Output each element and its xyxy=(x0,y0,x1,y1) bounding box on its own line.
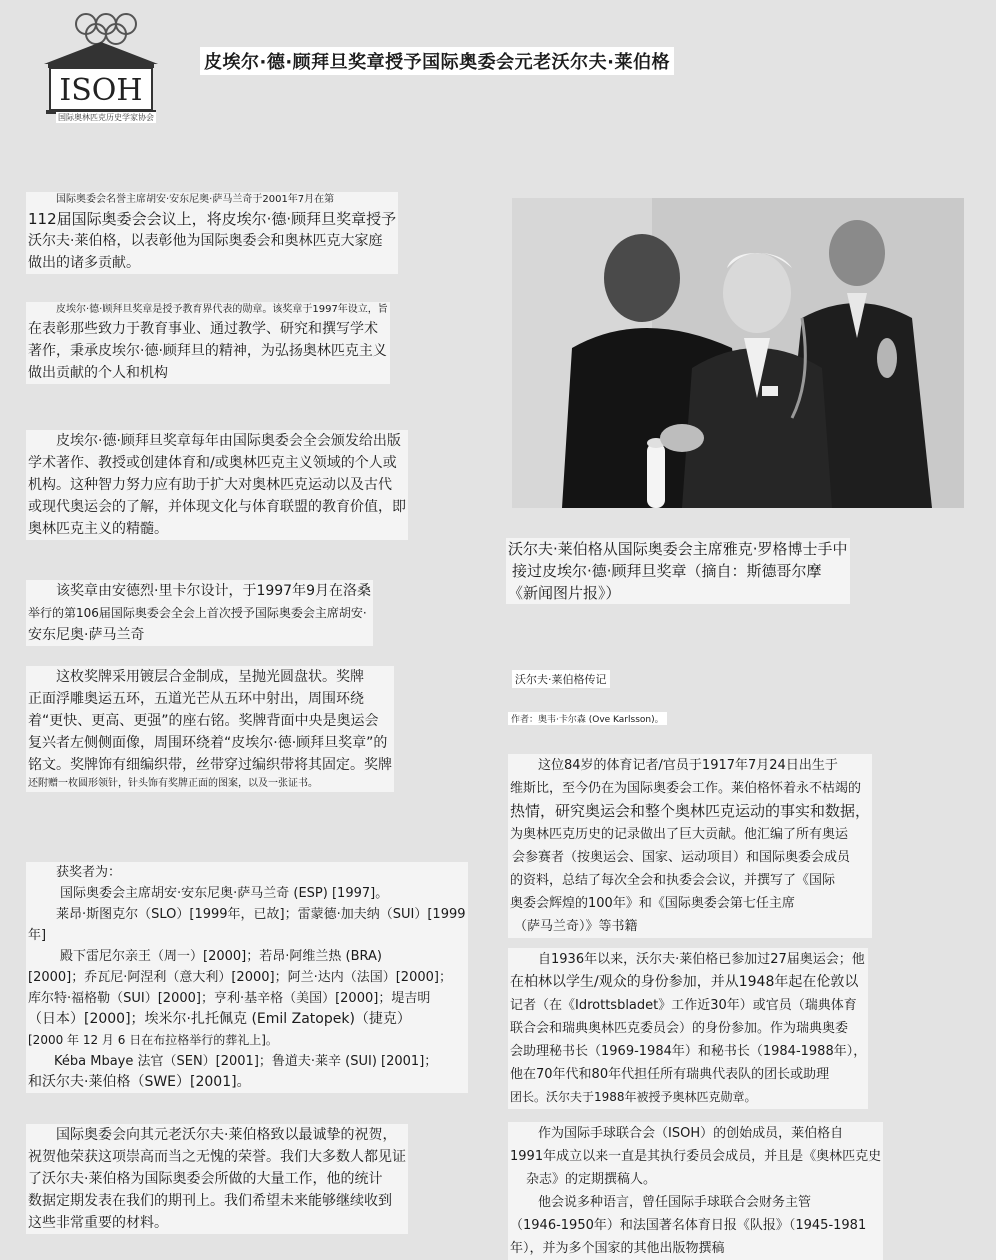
winners-list: 获奖者为： 国际奥委会主席胡安·安东尼奥·萨马兰奇 (ESP) [1997]。 莱昂·斯图克尔（SLO）[1999年，已故]；雷蒙德·加夫纳（SUI）[1999 年] 殿下雷尼尔亲王（周一）[2000]；若昂·阿维兰热 (BRA) [2000]；乔瓦尼·阿涅利（意大利）[2000]；阿兰·达内（法国）[2000]； 库尔特·福格勒（SUI）[2000]；亨利·基辛格（美国）[2000]；堤吉明 （日本）[2000]；埃米尔·扎托佩克 (Emil Zatopek)（捷克） [2000 年 12 月 6 日在布拉格举行的葬礼上]。 Kéba Mbaye 法官（SEN）[2001]；鲁道夫·莱辛 (SUI) [2001]； 和沃尔夫·莱伯格（SWE）[2001]。 xyxy=(26,862,468,1093)
paragraph-intro: 国际奥委会名誉主席胡安·安东尼奥·萨马兰奇于2001年7月在第 112届国际奥委会会议上，将皮埃尔·德·顾拜旦奖章授予 沃尔夫·莱伯格，以表彰他为国际奥委会和奥林匹克大家庭 做出的诸多贡献。 xyxy=(26,192,398,274)
biography-author: 作者：奥韦·卡尔森 (Ove Karlsson)。 xyxy=(508,712,667,725)
logo-text: ISOH xyxy=(59,73,143,108)
biography-paragraph-1: 这位84岁的体育记者/官员于1917年7月24日出生于 维斯比，至今仍在为国际奥委会工作。莱伯格怀着永不枯竭的 热情，研究奥运会和整个奥林匹克运动的事实和数据， 为奥林匹克历史的记录做出了巨大贡献。他汇编了所有奥运 会参赛者（按奥运会、国家、运动项目）和国际奥委会成员 的资料，总结了每次全会和执委会会议，并撰写了《国际 奥委会辉煌的100年》和《国际奥委会第七任主席 （萨马兰奇）》等书籍 xyxy=(508,754,872,938)
paragraph-award-annual: 皮埃尔·德·顾拜旦奖章每年由国际奥委会全会颁发给出版 学术著作、教授或创建体育和/或奥林匹克主义领域的个人或 机构。这种智力努力应有助于扩大对奥林匹克运动以及古代 或现代奥运会的了解，并体现文化与体育联盟的教育价值，即 奥林匹克主义的精髓。 xyxy=(26,430,408,540)
paragraph-design: 该奖章由安德烈·里卡尔设计，于1997年9月在洛桑 举行的第106届国际奥委会全会上首次授予国际奥委会主席胡安· 安东尼奥·萨马兰奇 xyxy=(26,580,373,646)
paragraph-medal-description: 这枚奖牌采用镀层合金制成，呈抛光圆盘状。奖牌 正面浮雕奥运五环，五道光芒从五环中射出，周围环绕 着“更快、更高、更强”的座右铭。奖牌背面中央是奥运会 复兴者左侧侧面像，周围环绕着“皮埃尔·德·顾拜旦奖章”的 铭文。奖牌饰有细编织带，丝带穿过编织带将其固定。奖牌 还附赠一枚圆形领针，针头饰有奖牌正面的图案，以及一张证书。 xyxy=(26,666,394,792)
photo-caption: 沃尔夫·莱伯格从国际奥委会主席雅克·罗格博士手中 接过皮埃尔·德·顾拜旦奖章（摘自：斯德哥尔摩 《新闻图片报》） xyxy=(508,540,848,602)
logo-caption: 国际奥林匹克历史学家协会 xyxy=(58,113,154,122)
paragraph-medal-purpose: 皮埃尔·德·顾拜旦奖章是授予教育界代表的勋章。该奖章于1997年设立，旨 在表彰那些致力于教育事业、通过教学、研究和撰写学术 著作，秉承皮埃尔·德·顾拜旦的精神，为弘扬奥林匹克主义 做出贡献的个人和机构 xyxy=(26,302,390,384)
biography-paragraph-3: 作为国际手球联合会（ISOH）的创始成员，莱伯格自 1991年成立以来一直是其执行委员会成员，并且是《奥林匹克史 杂志》的定期撰稿人。 他会说多种语言，曾任国际手球联合会财务主管 （1946-1950年）和法国著名体育日报《队报》（1945-1981 年），并为多个国家的其他出版物撰稿 xyxy=(508,1122,883,1260)
biography-paragraph-2: 自1936年以来，沃尔夫·莱伯格已参加过27届奥运会；他 在柏林以学生/观众的身份参加，并从1948年起在伦敦以 记者（在《Idrottsbladet》工作近30年）或官员（瑞典体育 联合会和瑞典奥林匹克委员会）的身份参加。作为瑞典奥委 会助理秘书长（1969-1984年）和秘书长（1984-1988年）， 他在70年代和80年代担任所有瑞典代表队的团长或助理 团长。沃尔夫于1988年被授予奥林匹克勋章。 xyxy=(508,948,868,1109)
paragraph-congratulations: 国际奥委会向其元老沃尔夫·莱伯格致以最诚挚的祝贺， 祝贺他荣获这项崇高而当之无愧的荣誉。我们大多数人都见证 了沃尔夫·莱伯格为国际奥委会所做的大量工作，他的统计 数据定期发表在我们的期刊上。我们希望未来能够继续收到 这些非常重要的材料。 xyxy=(26,1124,408,1234)
award-photo xyxy=(512,198,964,508)
biography-title: 沃尔夫·莱伯格传记 xyxy=(512,670,610,688)
page-title: 皮埃尔·德·顾拜旦奖章授予国际奥委会元老沃尔夫·莱伯格 xyxy=(200,47,674,75)
